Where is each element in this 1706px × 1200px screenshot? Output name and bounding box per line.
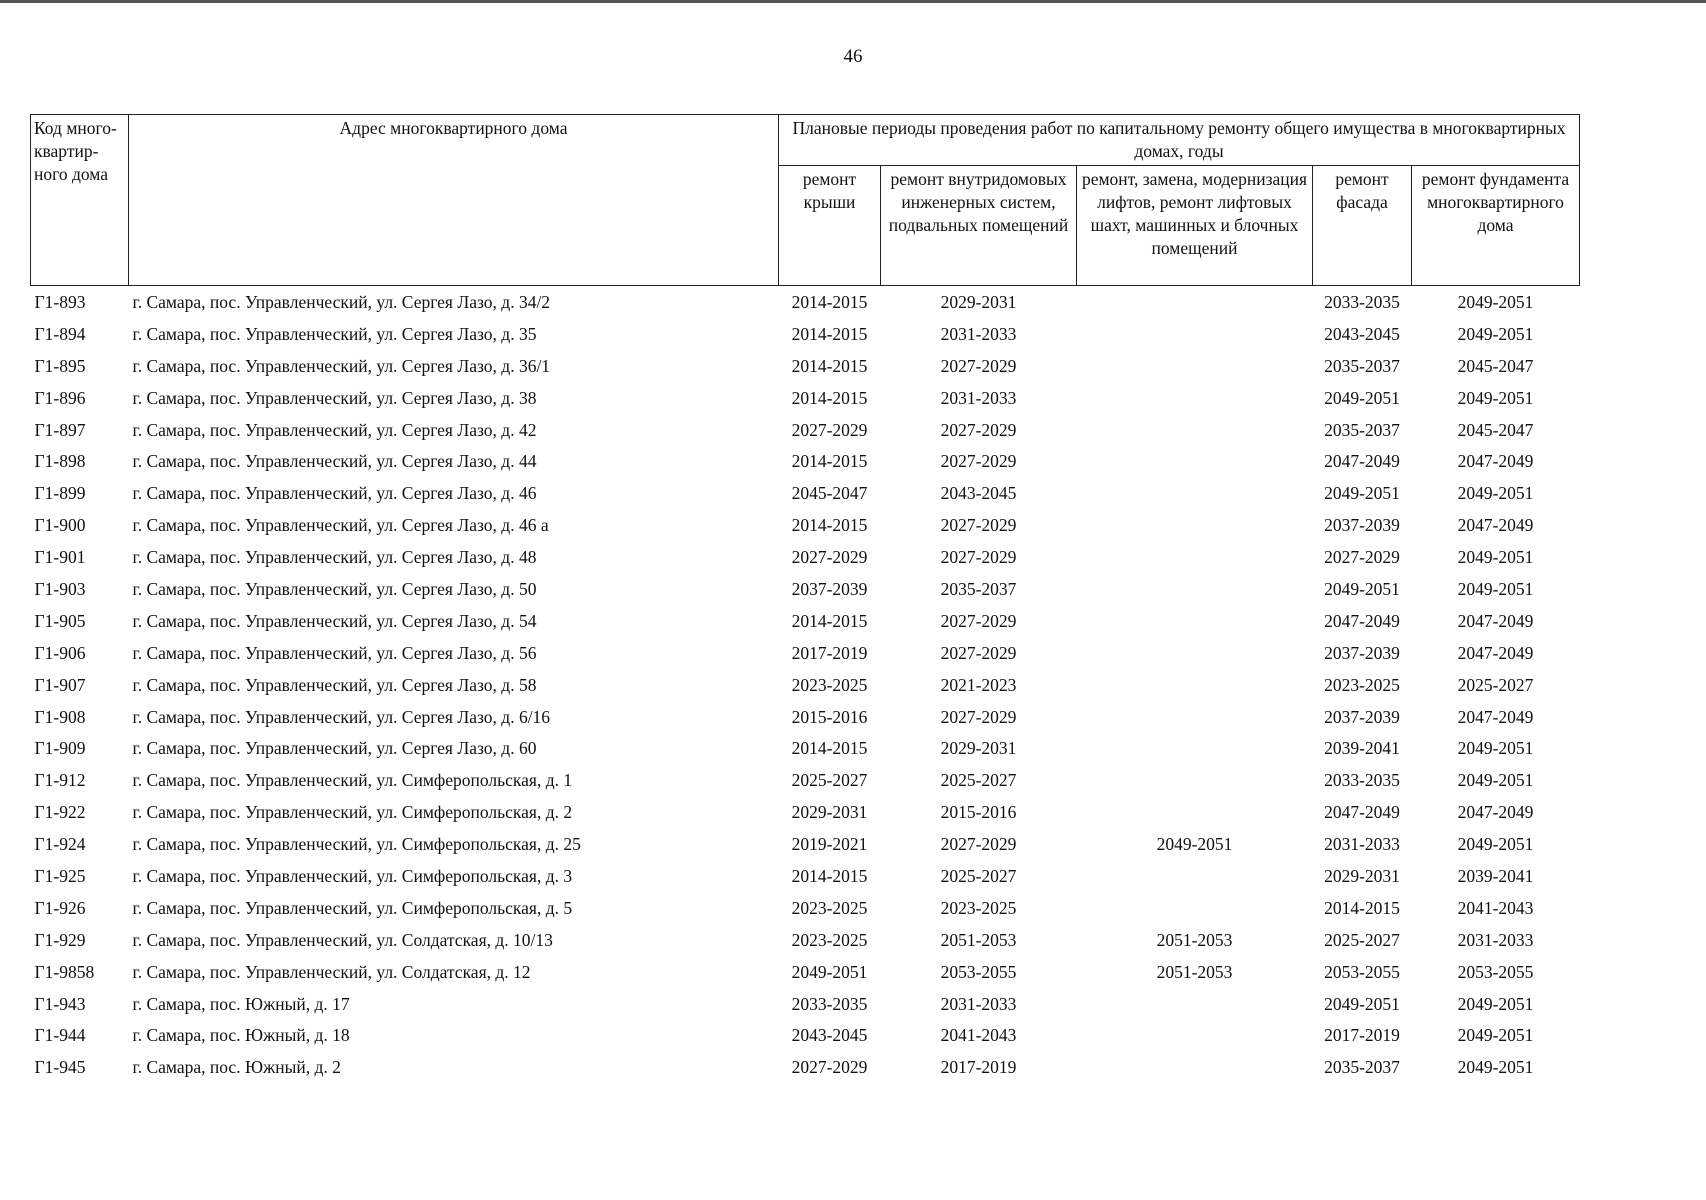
cell-engineering: 2025-2027 [940, 865, 1017, 886]
cell-lifts [1077, 509, 1313, 541]
cell-lifts: 2051-2053 [1156, 929, 1233, 950]
cell-roof: 2027-2029 [791, 419, 868, 440]
cell-foundation: 2053-2055 [1457, 961, 1534, 982]
cell-foundation: 2049-2051 [1457, 1025, 1534, 1046]
cell-roof: 2033-2035 [791, 993, 868, 1014]
cell-lifts [1077, 573, 1313, 605]
cell-address: г. Самара, пос. Управленческий, ул. Сергея Лазо, д. 42 [132, 419, 537, 440]
cell-code: Г1-894 [34, 323, 86, 344]
cell-engineering: 2027-2029 [940, 642, 1017, 663]
cell-engineering: 2027-2029 [940, 355, 1017, 376]
cell-address: г. Самара, пос. Южный, д. 2 [132, 1057, 341, 1078]
header-foundation: ремонт фундамента многоквартирного дома [1412, 166, 1580, 286]
cell-engineering: 2015-2016 [940, 802, 1017, 823]
cell-roof: 2023-2025 [791, 897, 868, 918]
cell-engineering: 2023-2025 [940, 897, 1017, 918]
cell-address: г. Самара, пос. Управленческий, ул. Сергея Лазо, д. 34/2 [132, 291, 551, 312]
table-row [31, 956, 1580, 988]
cell-address: г. Самара, пос. Управленческий, ул. Сергея Лазо, д. 50 [132, 578, 537, 599]
cell-roof: 2015-2016 [791, 706, 868, 727]
cell-code: Г1-908 [34, 706, 86, 727]
table-row [31, 892, 1580, 924]
cell-facade: 2049-2051 [1324, 578, 1400, 599]
cell-facade: 2023-2025 [1324, 674, 1400, 695]
cell-code: Г1-922 [34, 802, 86, 823]
cell-code: Г1-893 [34, 291, 86, 312]
cell-engineering: 2025-2027 [940, 770, 1017, 791]
cell-facade: 2035-2037 [1324, 419, 1400, 440]
cell-lifts [1077, 350, 1313, 382]
cell-facade: 2047-2049 [1324, 802, 1400, 823]
header-code: Код много-квартир-ного дома [31, 115, 129, 286]
cell-roof: 2014-2015 [791, 451, 868, 472]
cell-engineering: 2029-2031 [940, 738, 1017, 759]
cell-engineering: 2027-2029 [940, 451, 1017, 472]
cell-address: г. Самара, пос. Управленческий, ул. Сергея Лазо, д. 36/1 [132, 355, 551, 376]
cell-foundation: 2049-2051 [1457, 834, 1534, 855]
cell-address: г. Самара, пос. Управленческий, ул. Сергея Лазо, д. 6/16 [132, 706, 551, 727]
cell-foundation: 2031-2033 [1457, 929, 1534, 950]
cell-roof: 2029-2031 [791, 802, 868, 823]
cell-lifts [1077, 286, 1313, 318]
cell-address: г. Самара, пос. Южный, д. 18 [132, 1025, 350, 1046]
table-row [31, 477, 1580, 509]
header-planned-periods: Плановые периоды проведения работ по капитальному ремонту общего имущества в многоквартирных домах, годы [779, 115, 1580, 166]
cell-facade: 2049-2051 [1324, 993, 1400, 1014]
repair-schedule-table [30, 114, 1580, 1083]
cell-address: г. Самара, пос. Управленческий, ул. Симферопольская, д. 25 [132, 834, 581, 855]
cell-lifts [1077, 414, 1313, 446]
cell-engineering: 2027-2029 [940, 706, 1017, 727]
cell-code: Г1-905 [34, 610, 86, 631]
cell-code: Г1-897 [34, 419, 86, 440]
cell-facade: 2025-2027 [1324, 929, 1400, 950]
cell-lifts [1077, 445, 1313, 477]
cell-facade: 2043-2045 [1324, 323, 1400, 344]
cell-engineering: 2027-2029 [940, 515, 1017, 536]
cell-address: г. Самара, пос. Управленческий, ул. Сергея Лазо, д. 38 [132, 387, 537, 408]
table-row [31, 764, 1580, 796]
cell-facade: 2035-2037 [1324, 1057, 1400, 1078]
cell-foundation: 2049-2051 [1457, 993, 1534, 1014]
cell-lifts [1077, 382, 1313, 414]
table-body [31, 286, 1580, 1084]
cell-code: Г1-925 [34, 865, 86, 886]
scan-top-edge [0, 0, 1706, 3]
cell-code: Г1-906 [34, 642, 86, 663]
cell-roof: 2014-2015 [791, 610, 868, 631]
cell-lifts: 2049-2051 [1156, 834, 1233, 855]
table-row [31, 573, 1580, 605]
cell-engineering: 2035-2037 [940, 578, 1017, 599]
cell-engineering: 2031-2033 [940, 387, 1017, 408]
cell-roof: 2014-2015 [791, 387, 868, 408]
cell-engineering: 2041-2043 [940, 1025, 1017, 1046]
cell-foundation: 2039-2041 [1457, 865, 1534, 886]
cell-code: Г1-924 [34, 834, 86, 855]
cell-engineering: 2017-2019 [940, 1057, 1017, 1078]
cell-code: Г1-907 [34, 674, 86, 695]
cell-roof: 2045-2047 [791, 483, 868, 504]
cell-facade: 2047-2049 [1324, 451, 1400, 472]
cell-address: г. Самара, пос. Управленческий, ул. Сергея Лазо, д. 46 а [132, 515, 549, 536]
cell-roof: 2027-2029 [791, 547, 868, 568]
cell-lifts [1077, 796, 1313, 828]
cell-foundation: 2025-2027 [1457, 674, 1534, 695]
header-address: Адрес многоквартирного дома [129, 115, 779, 286]
cell-address: г. Самара, пос. Управленческий, ул. Симферопольская, д. 3 [132, 865, 573, 886]
cell-facade: 2033-2035 [1324, 770, 1400, 791]
table-row [31, 701, 1580, 733]
cell-engineering: 2043-2045 [940, 483, 1017, 504]
cell-address: г. Самара, пос. Управленческий, ул. Симферопольская, д. 2 [132, 802, 573, 823]
cell-lifts [1077, 541, 1313, 573]
cell-address: г. Самара, пос. Управленческий, ул. Сергея Лазо, д. 60 [132, 738, 537, 759]
cell-roof: 2014-2015 [791, 515, 868, 536]
cell-lifts [1077, 860, 1313, 892]
cell-foundation: 2047-2049 [1457, 610, 1534, 631]
cell-roof: 2043-2045 [791, 1025, 868, 1046]
cell-address: г. Самара, пос. Управленческий, ул. Сергея Лазо, д. 44 [132, 451, 537, 472]
cell-lifts [1077, 764, 1313, 796]
table-row [31, 318, 1580, 350]
cell-address: г. Самара, пос. Управленческий, ул. Сергея Лазо, д. 58 [132, 674, 537, 695]
cell-engineering: 2053-2055 [940, 961, 1017, 982]
cell-code: Г1-9858 [34, 961, 95, 982]
cell-code: Г1-896 [34, 387, 86, 408]
cell-address: г. Самара, пос. Управленческий, ул. Солдатская, д. 12 [132, 961, 531, 982]
cell-lifts [1077, 477, 1313, 509]
cell-engineering: 2031-2033 [940, 323, 1017, 344]
table-row [31, 732, 1580, 764]
cell-code: Г1-926 [34, 897, 86, 918]
cell-code: Г1-903 [34, 578, 86, 599]
header-facade: ремонт фасада [1313, 166, 1412, 286]
cell-lifts: 2051-2053 [1156, 961, 1233, 982]
cell-code: Г1-912 [34, 770, 86, 791]
cell-foundation: 2045-2047 [1457, 355, 1534, 376]
cell-foundation: 2049-2051 [1457, 1057, 1534, 1078]
cell-code: Г1-898 [34, 451, 86, 472]
cell-facade: 2047-2049 [1324, 610, 1400, 631]
cell-foundation: 2049-2051 [1457, 387, 1534, 408]
cell-foundation: 2047-2049 [1457, 802, 1534, 823]
cell-address: г. Самара, пос. Управленческий, ул. Солдатская, д. 10/13 [132, 929, 553, 950]
table-row [31, 1051, 1580, 1083]
cell-code: Г1-909 [34, 738, 86, 759]
cell-lifts [1077, 1019, 1313, 1051]
page-number: 46 [843, 46, 863, 67]
table-header [31, 115, 1580, 286]
cell-foundation: 2049-2051 [1457, 770, 1534, 791]
header-lifts: ремонт, замена, модернизация лифтов, ремонт лифтовых шахт, машинных и блочных помещений [1077, 166, 1313, 286]
table-row [31, 669, 1580, 701]
table-row [31, 541, 1580, 573]
cell-roof: 2049-2051 [791, 961, 868, 982]
cell-roof: 2023-2025 [791, 674, 868, 695]
table-row [31, 796, 1580, 828]
cell-engineering: 2027-2029 [940, 419, 1017, 440]
table-row [31, 1019, 1580, 1051]
cell-foundation: 2041-2043 [1457, 897, 1534, 918]
cell-facade: 2014-2015 [1324, 897, 1400, 918]
header-engineering: ремонт внутридомовых инженерных систем, подвальных помещений [881, 166, 1077, 286]
table-row [31, 286, 1580, 318]
cell-lifts [1077, 637, 1313, 669]
cell-lifts [1077, 605, 1313, 637]
cell-facade: 2049-2051 [1324, 387, 1400, 408]
cell-roof: 2014-2015 [791, 865, 868, 886]
cell-facade: 2037-2039 [1324, 642, 1400, 663]
cell-facade: 2053-2055 [1324, 961, 1400, 982]
table-row [31, 828, 1580, 860]
cell-roof: 2014-2015 [791, 738, 868, 759]
cell-address: г. Самара, пос. Управленческий, ул. Сергея Лазо, д. 35 [132, 323, 537, 344]
cell-address: г. Самара, пос. Южный, д. 17 [132, 993, 350, 1014]
cell-code: Г1-895 [34, 355, 86, 376]
cell-foundation: 2047-2049 [1457, 451, 1534, 472]
cell-engineering: 2027-2029 [940, 834, 1017, 855]
cell-facade: 2039-2041 [1324, 738, 1400, 759]
cell-code: Г1-945 [34, 1057, 86, 1078]
table-row [31, 382, 1580, 414]
cell-foundation: 2049-2051 [1457, 323, 1534, 344]
cell-engineering: 2021-2023 [940, 674, 1017, 695]
cell-foundation: 2047-2049 [1457, 706, 1534, 727]
cell-roof: 2027-2029 [791, 1057, 868, 1078]
cell-facade: 2049-2051 [1324, 483, 1400, 504]
cell-lifts [1077, 1051, 1313, 1083]
cell-facade: 2017-2019 [1324, 1025, 1400, 1046]
cell-engineering: 2029-2031 [940, 291, 1017, 312]
cell-roof: 2037-2039 [791, 578, 868, 599]
cell-code: Г1-901 [34, 547, 86, 568]
cell-facade: 2033-2035 [1324, 291, 1400, 312]
cell-code: Г1-943 [34, 993, 86, 1014]
cell-engineering: 2027-2029 [940, 547, 1017, 568]
cell-facade: 2029-2031 [1324, 865, 1400, 886]
table-row [31, 509, 1580, 541]
table-row [31, 414, 1580, 446]
table-row [31, 637, 1580, 669]
cell-lifts [1077, 318, 1313, 350]
cell-foundation: 2045-2047 [1457, 419, 1534, 440]
cell-lifts [1077, 669, 1313, 701]
cell-foundation: 2049-2051 [1457, 483, 1534, 504]
cell-facade: 2037-2039 [1324, 515, 1400, 536]
cell-lifts [1077, 988, 1313, 1020]
cell-foundation: 2049-2051 [1457, 738, 1534, 759]
table-row [31, 860, 1580, 892]
cell-roof: 2014-2015 [791, 291, 868, 312]
cell-facade: 2031-2033 [1324, 834, 1400, 855]
cell-facade: 2037-2039 [1324, 706, 1400, 727]
cell-engineering: 2031-2033 [940, 993, 1017, 1014]
cell-code: Г1-929 [34, 929, 86, 950]
cell-address: г. Самара, пос. Управленческий, ул. Симферопольская, д. 5 [132, 897, 573, 918]
cell-address: г. Самара, пос. Управленческий, ул. Симферопольская, д. 1 [132, 770, 573, 791]
header-roof: ремонт крыши [779, 166, 881, 286]
cell-roof: 2014-2015 [791, 355, 868, 376]
cell-facade: 2035-2037 [1324, 355, 1400, 376]
cell-roof: 2023-2025 [791, 929, 868, 950]
table-row [31, 988, 1580, 1020]
cell-code: Г1-900 [34, 515, 86, 536]
table-row [31, 924, 1580, 956]
cell-engineering: 2051-2053 [940, 929, 1017, 950]
cell-lifts [1077, 892, 1313, 924]
cell-roof: 2019-2021 [791, 834, 868, 855]
cell-engineering: 2027-2029 [940, 610, 1017, 631]
cell-foundation: 2047-2049 [1457, 515, 1534, 536]
table-row [31, 445, 1580, 477]
cell-lifts [1077, 701, 1313, 733]
cell-foundation: 2049-2051 [1457, 578, 1534, 599]
cell-facade: 2027-2029 [1324, 547, 1400, 568]
table-row [31, 350, 1580, 382]
cell-foundation: 2047-2049 [1457, 642, 1534, 663]
cell-roof: 2017-2019 [791, 642, 868, 663]
cell-address: г. Самара, пос. Управленческий, ул. Сергея Лазо, д. 48 [132, 547, 537, 568]
cell-roof: 2014-2015 [791, 323, 868, 344]
cell-address: г. Самара, пос. Управленческий, ул. Сергея Лазо, д. 56 [132, 642, 537, 663]
cell-code: Г1-899 [34, 483, 86, 504]
cell-lifts [1077, 732, 1313, 764]
cell-address: г. Самара, пос. Управленческий, ул. Сергея Лазо, д. 54 [132, 610, 537, 631]
table-row [31, 605, 1580, 637]
cell-code: Г1-944 [34, 1025, 86, 1046]
cell-foundation: 2049-2051 [1457, 291, 1534, 312]
cell-roof: 2025-2027 [791, 770, 868, 791]
cell-address: г. Самара, пос. Управленческий, ул. Сергея Лазо, д. 46 [132, 483, 537, 504]
cell-foundation: 2049-2051 [1457, 547, 1534, 568]
